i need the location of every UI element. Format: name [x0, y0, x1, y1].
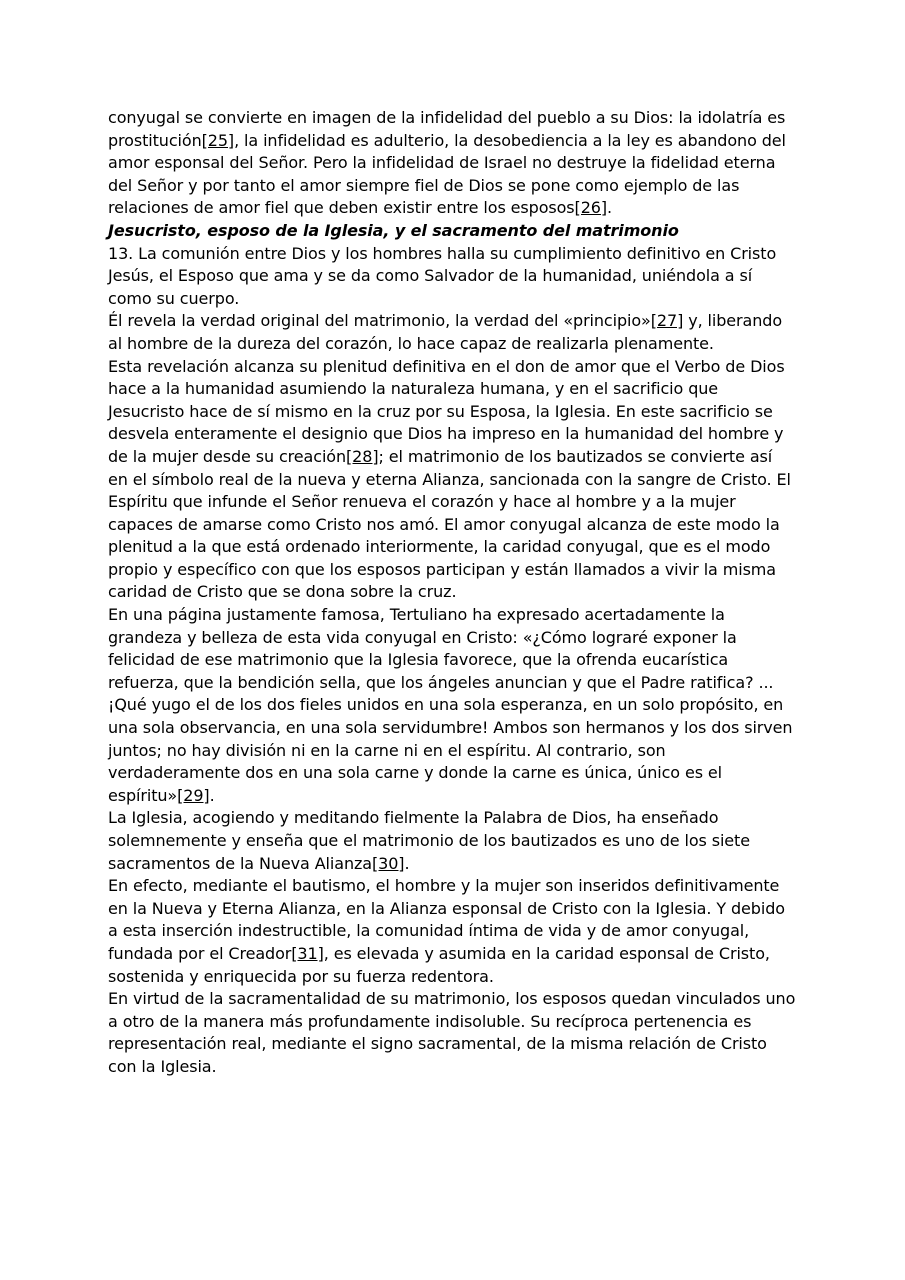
- paragraph: [108, 310, 796, 355]
- paragraph: [108, 807, 796, 875]
- footnote-link[interactable]: [31]: [291, 943, 324, 963]
- paragraph: [108, 988, 796, 1078]
- footnote-link[interactable]: [28]: [346, 446, 379, 466]
- text-run: .: [607, 198, 612, 218]
- section-heading: [108, 220, 796, 243]
- text-run: .: [404, 853, 410, 873]
- text-run: y, liberando al hombre de la dureza del corazón, lo hace capaz de realizarla plenamente.: [108, 311, 783, 353]
- paragraph: [108, 875, 796, 988]
- paragraph: [108, 107, 796, 220]
- text-run: , es elevada y asumida en la caridad esponsal de Cristo, sostenida y enriquecida por su fuerza redentora.: [108, 943, 770, 986]
- text-run: En efecto, mediante el bautismo, el hombre y la mujer son inseridos definitivamente en la Nueva y Eterna Alianza, en la Alianza esponsal de Cristo con la Iglesia. Y debido a esta inserción indestructible, la comunidad íntima de vida y de amor conyugal, fundada por el Creador: [108, 876, 785, 963]
- text-run: ; el matrimonio de los bautizados se convierte así en el símbolo real de la nueva y eterna Alianza, sancionada con la sangre de Cristo. El Espíritu que infunde el Señor renueva el corazón y hace al hombre y a la mujer capaces de amarse como Cristo nos amó. El amor conyugal alcanza de este modo la plenitud a la que está ordenado interiormente, la caridad conyugal, que es el modo propio y específico con que los esposos participan y están llamados a vivir la misma caridad de Cristo que se dona sobre la cruz.: [108, 446, 791, 602]
- text-run: En una página justamente famosa, Tertuliano ha expresado acertadamente la grandeza y belleza de esta vida conyugal en Cristo: «¿Cómo lograré exponer la felicidad de ese matrimonio que la Iglesia favorece, que la ofrenda eucarística refuerza, que la bendición sella, que los ángeles anuncian y que el Padre ratifica? ... ¡Qué yugo el de los dos fieles unidos en una sola esperanza, en un solo propósito, en una sola observancia, en una sola servidumbre! Ambos son hermanos y los dos sirven juntos; no hay división ni en la carne ni en el espíritu. Al contrario, son verdaderamente dos en una sola carne y donde la carne es única, único es el espíritu»: [108, 605, 793, 805]
- footnote-link[interactable]: [27]: [650, 311, 684, 331]
- paragraph: [108, 604, 796, 807]
- paragraph: [108, 243, 796, 311]
- footnote-link[interactable]: [29]: [177, 785, 210, 805]
- text-run: .: [209, 785, 215, 805]
- text-run: Esta revelación alcanza su plenitud definitiva en el don de amor que el Verbo de Dios hace a la humanidad asumiendo la naturaleza humana, y en el sacrificio que Jesucristo hace de sí mismo en la cruz por su Esposa, la Iglesia. En este sacrificio se desvela enteramente el designio que Dios ha impreso en la humanidad del hombre y de la mujer desde su creación: [108, 356, 785, 466]
- text-run: , la infidelidad es adulterio, la desobediencia a la ley es abandono del amor esponsal del Señor. Pero la infidelidad de Israel no destruye la fidelidad eterna del Señor y por tanto el amor siempre fiel de Dios se pone como ejemplo de las relaciones de amor fiel que deben existir entre los esposos: [108, 130, 786, 218]
- text-run: conyugal se convierte en imagen de la infidelidad del pueblo a su Dios: la idolatría es prostitución: [108, 108, 786, 150]
- text-run: 13. La comunión entre Dios y los hombres halla su cumplimiento definitivo en Cristo Jesús, el Esposo que ama y se da como Salvador de la humanidad, uniéndola a sí como su cuerpo.: [108, 243, 777, 308]
- document-text-block: [108, 107, 796, 1079]
- footnote-link[interactable]: [30]: [372, 853, 405, 873]
- text-run: Él revela la verdad original del matrimonio, la verdad del «principio»: [108, 311, 651, 331]
- footnote-link[interactable]: [25]: [201, 130, 235, 150]
- footnote-link[interactable]: [26]: [574, 198, 607, 218]
- text-run: Jesucristo, esposo de la Iglesia, y el sacramento del matrimonio: [108, 220, 679, 240]
- text-run: La Iglesia, acogiendo y meditando fielmente la Palabra de Dios, ha enseñado solemnemente y enseña que el matrimonio de los bautizados es uno de los siete sacramentos de la Nueva Alianza: [108, 808, 750, 873]
- paragraph: [108, 356, 796, 605]
- text-run: En virtud de la sacramentalidad de su matrimonio, los esposos quedan vinculados uno a otro de la manera más profundamente indisoluble. Su recíproca pertenencia es representación real, mediante el signo sacramental, de la misma relación de Cristo con la Iglesia.: [108, 989, 796, 1076]
